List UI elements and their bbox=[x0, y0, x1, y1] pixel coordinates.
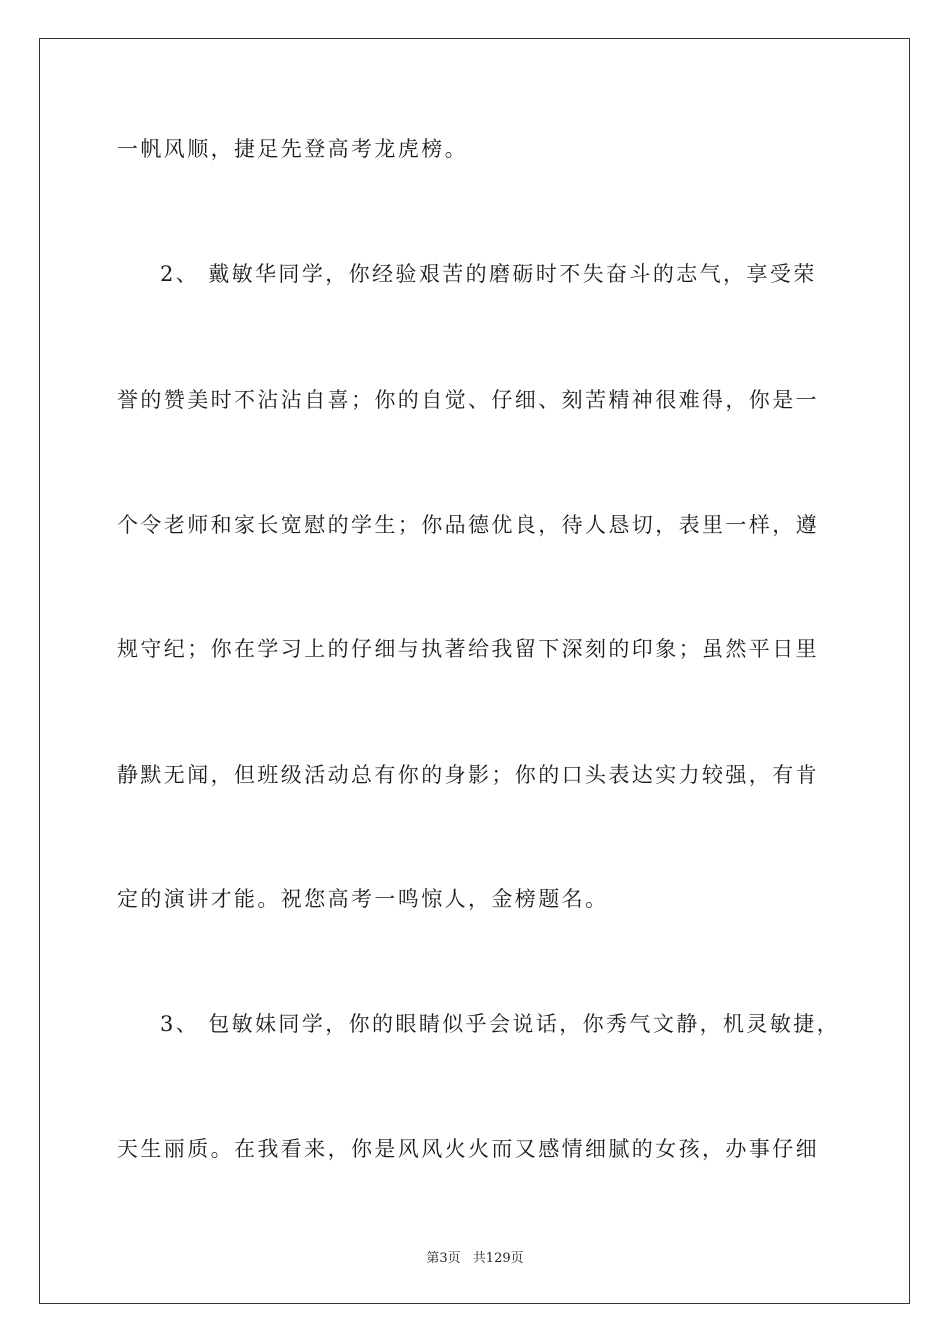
text-line-3: 誉的赞美时不沾沾自喜；你的自觉、仔细、刻苦精神很难得，你是一 bbox=[117, 388, 819, 412]
text-line-7: 定的演讲才能。祝您高考一鸣惊人，金榜题名。 bbox=[117, 887, 609, 911]
text-line-5: 规守纪；你在学习上的仔细与执著给我留下深刻的印象；虽然平日里 bbox=[117, 637, 819, 661]
text-line-6: 静默无闻，但班级活动总有你的身影；你的口头表达实力较强，有肯 bbox=[117, 763, 819, 787]
text-line-9: 天生丽质。在我看来，你是风风火火而又感情细腻的女孩，办事仔细 bbox=[117, 1137, 819, 1161]
page-footer bbox=[0, 1247, 950, 1266]
page-border bbox=[39, 38, 910, 1304]
text-line-8-item-3: 3、 包敏妹同学，你的眼睛似乎会说话，你秀气文静，机灵敏捷， bbox=[160, 1012, 841, 1036]
text-line-1: 一帆风顺，捷足先登高考龙虎榜。 bbox=[117, 137, 468, 161]
total-pages: 共129页 bbox=[472, 1251, 524, 1266]
page-number: 第3页 bbox=[426, 1251, 461, 1266]
text-line-4: 个令老师和家长宽慰的学生；你品德优良，待人恳切，表里一样，遵 bbox=[117, 513, 819, 537]
text-line-2-item-2: 2、 戴敏华同学，你经验艰苦的磨砺时不失奋斗的志气，享受荣 bbox=[160, 262, 817, 286]
